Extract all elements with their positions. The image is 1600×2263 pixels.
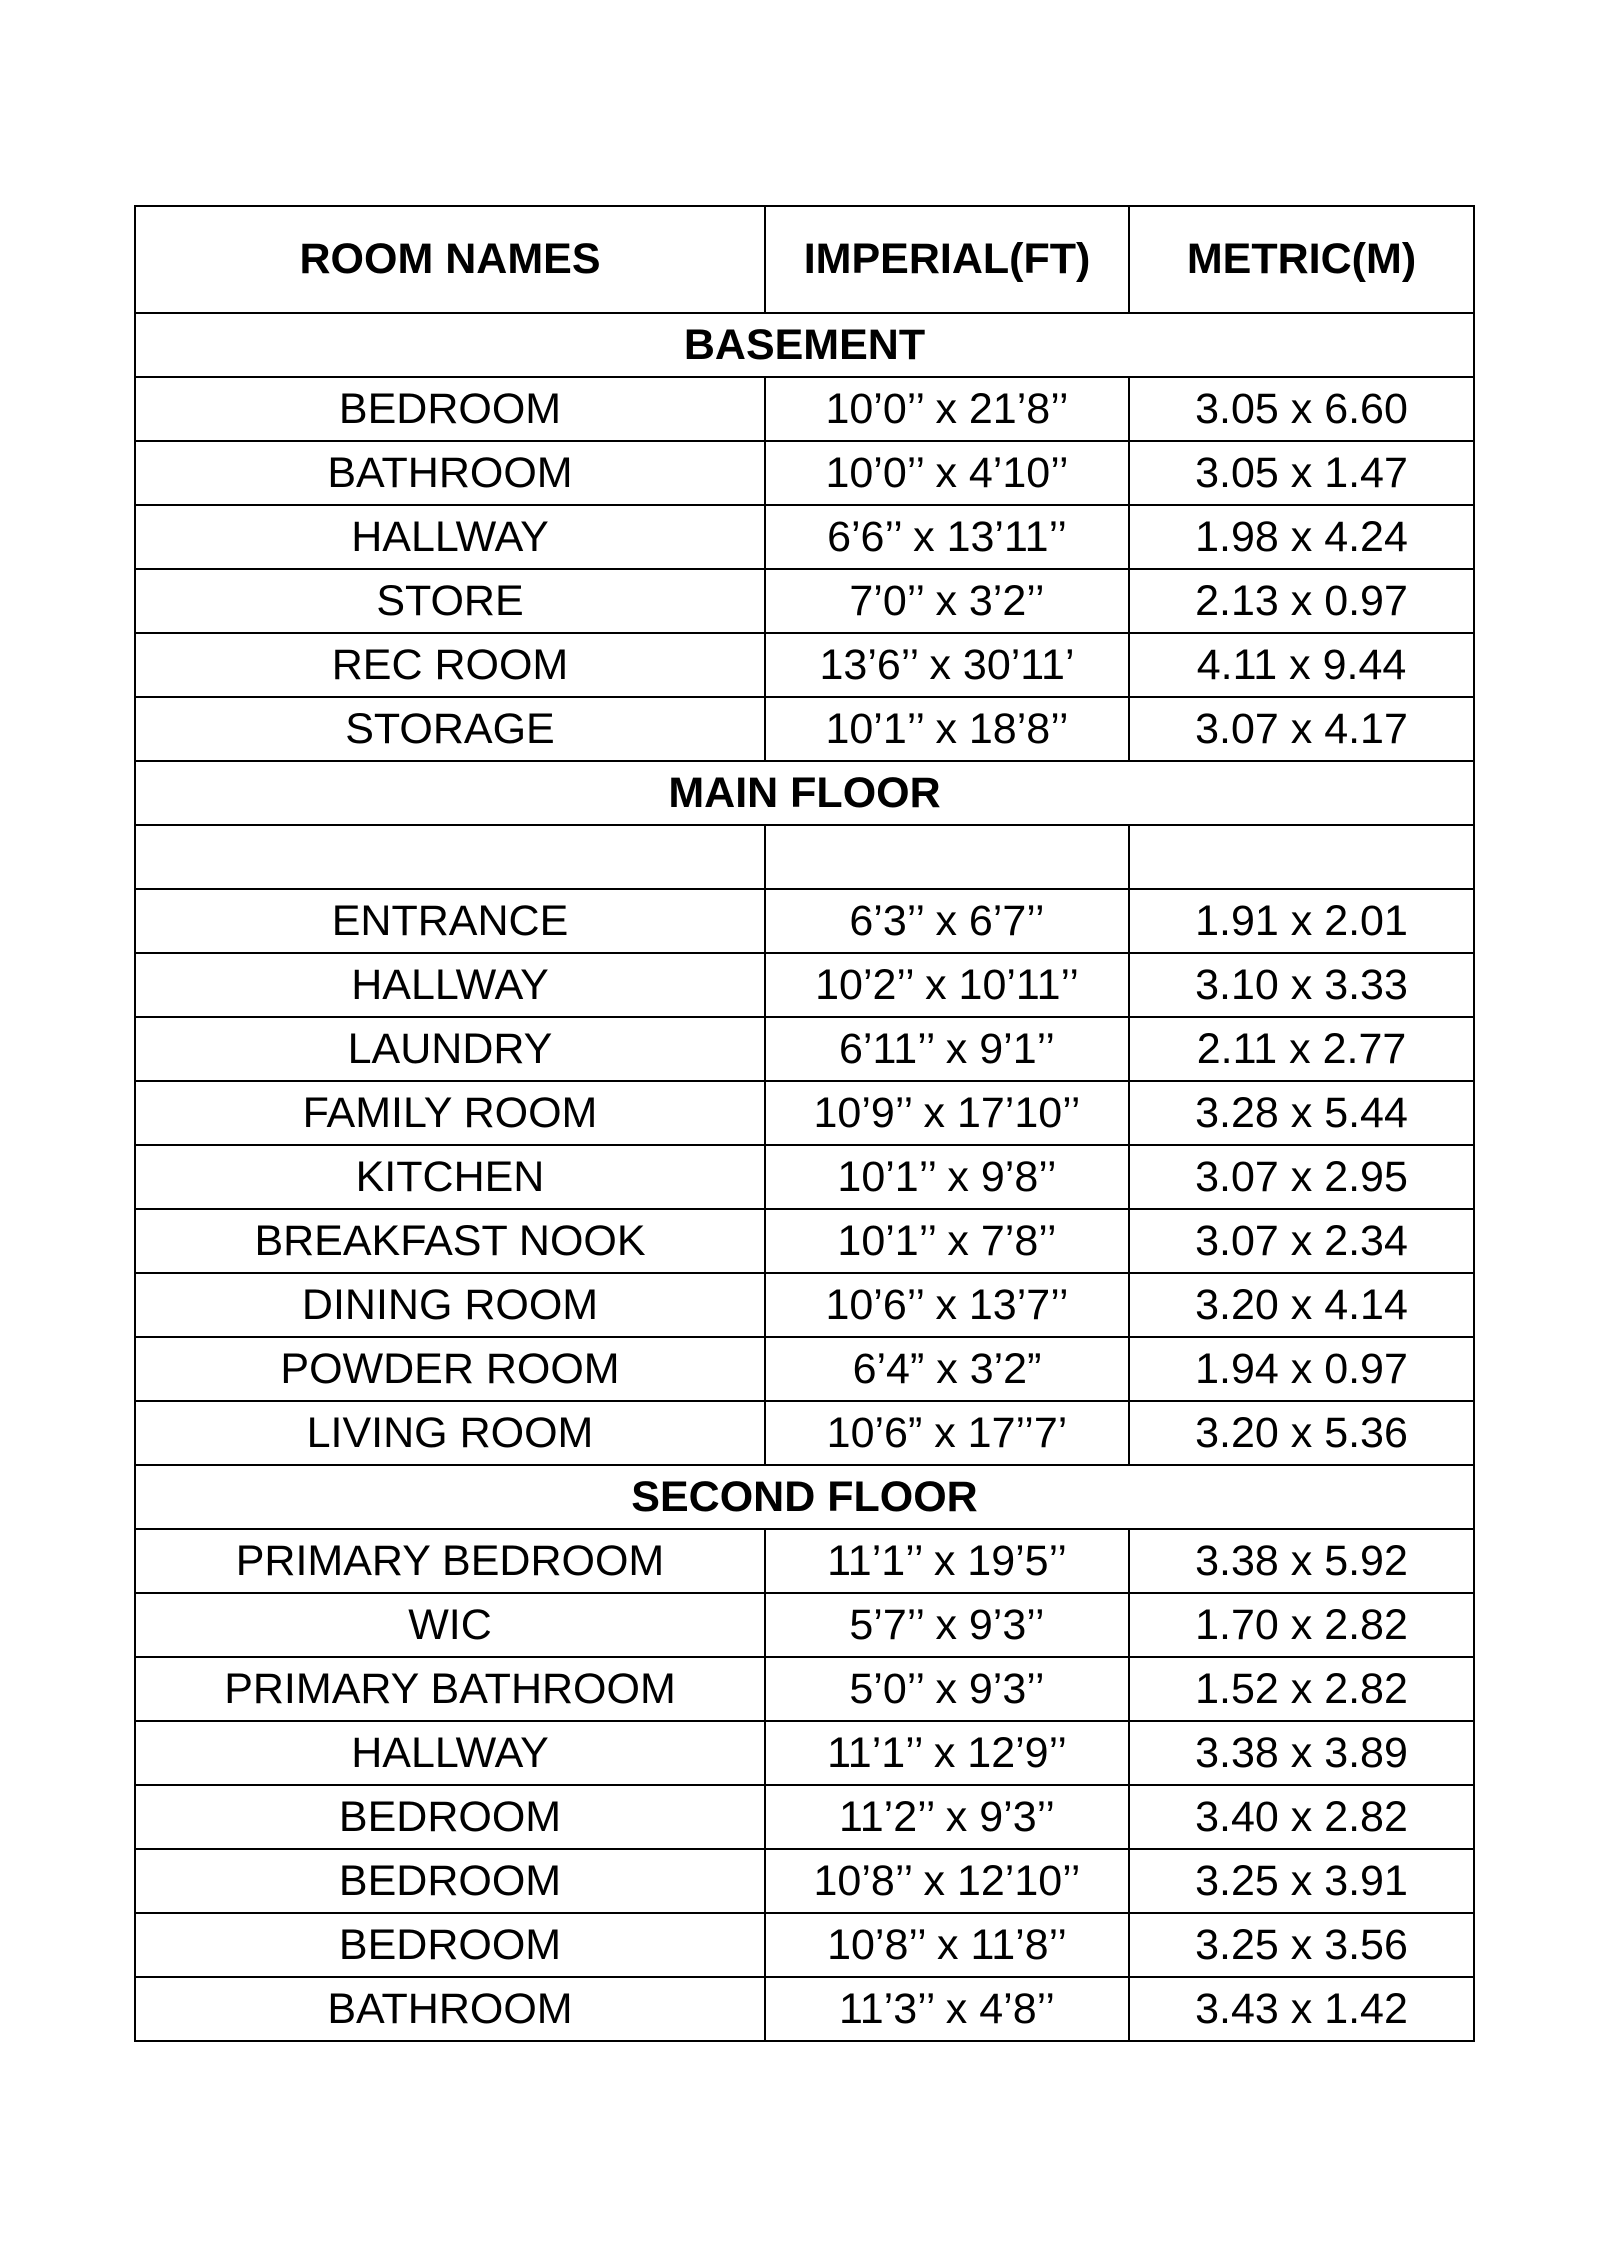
section-row <box>135 1465 1474 1529</box>
metric-dimension: 1.98 x 4.24 <box>1129 505 1474 569</box>
imperial-dimension: 6’4” x 3’2” <box>765 1337 1129 1401</box>
table-row <box>135 1529 1474 1593</box>
metric-dimension: 3.05 x 1.47 <box>1129 441 1474 505</box>
imperial-dimension: 7’0’’ x 3’2’’ <box>765 569 1129 633</box>
metric-dimension: 3.25 x 3.56 <box>1129 1913 1474 1977</box>
metric-dimension: 3.28 x 5.44 <box>1129 1081 1474 1145</box>
room-name: BEDROOM <box>135 1849 765 1913</box>
table-row <box>135 1209 1474 1273</box>
room-dimensions-table <box>134 205 1475 2042</box>
table-row <box>135 1017 1474 1081</box>
imperial-dimension: 10’6” x 17’’7’ <box>765 1401 1129 1465</box>
room-name: BEDROOM <box>135 1785 765 1849</box>
table-row <box>135 953 1474 1017</box>
room-name: STORE <box>135 569 765 633</box>
table-row <box>135 1593 1474 1657</box>
imperial-dimension: 10’1’’ x 18’8’’ <box>765 697 1129 761</box>
room-name: BATHROOM <box>135 1977 765 2041</box>
imperial-dimension: 10’6’’ x 13’7’’ <box>765 1273 1129 1337</box>
metric-dimension: 3.07 x 2.95 <box>1129 1145 1474 1209</box>
metric-dimension: 3.38 x 3.89 <box>1129 1721 1474 1785</box>
metric-dimension: 3.20 x 5.36 <box>1129 1401 1474 1465</box>
section-row <box>135 761 1474 825</box>
imperial-dimension: 5’0’’ x 9’3’’ <box>765 1657 1129 1721</box>
room-name: STORAGE <box>135 697 765 761</box>
table-body <box>135 313 1474 2041</box>
imperial-dimension: 5’7’’ x 9’3’’ <box>765 1593 1129 1657</box>
metric-dimension: 1.70 x 2.82 <box>1129 1593 1474 1657</box>
table-row <box>135 697 1474 761</box>
table-row <box>135 889 1474 953</box>
room-name: HALLWAY <box>135 953 765 1017</box>
table-row <box>135 1785 1474 1849</box>
room-name: HALLWAY <box>135 505 765 569</box>
table-row <box>135 1081 1474 1145</box>
section-row <box>135 313 1474 377</box>
imperial-dimension: 10’8’’ x 12’10’’ <box>765 1849 1129 1913</box>
imperial-dimension: 11’1’’ x 12’9’’ <box>765 1721 1129 1785</box>
table-row <box>135 1273 1474 1337</box>
section-title: MAIN FLOOR <box>135 761 1474 825</box>
blank-cell <box>765 825 1129 889</box>
metric-dimension: 3.07 x 4.17 <box>1129 697 1474 761</box>
imperial-dimension: 10’8’’ x 11’8’’ <box>765 1913 1129 1977</box>
room-name: DINING ROOM <box>135 1273 765 1337</box>
room-name: HALLWAY <box>135 1721 765 1785</box>
room-name: WIC <box>135 1593 765 1657</box>
room-name: POWDER ROOM <box>135 1337 765 1401</box>
imperial-dimension: 11’1’’ x 19’5’’ <box>765 1529 1129 1593</box>
table-row <box>135 441 1474 505</box>
table-row <box>135 1337 1474 1401</box>
header-imperial: IMPERIAL(FT) <box>765 206 1129 313</box>
room-name: ENTRANCE <box>135 889 765 953</box>
room-name: BEDROOM <box>135 1913 765 1977</box>
metric-dimension: 3.20 x 4.14 <box>1129 1273 1474 1337</box>
imperial-dimension: 10’1’’ x 9’8’’ <box>765 1145 1129 1209</box>
header-room-names: ROOM NAMES <box>135 206 765 313</box>
imperial-dimension: 6’3’’ x 6’7’’ <box>765 889 1129 953</box>
header-metric: METRIC(M) <box>1129 206 1474 313</box>
metric-dimension: 3.43 x 1.42 <box>1129 1977 1474 2041</box>
imperial-dimension: 10’1’’ x 7’8’’ <box>765 1209 1129 1273</box>
table-row <box>135 1145 1474 1209</box>
section-title: BASEMENT <box>135 313 1474 377</box>
metric-dimension: 3.07 x 2.34 <box>1129 1209 1474 1273</box>
metric-dimension: 2.13 x 0.97 <box>1129 569 1474 633</box>
blank-row <box>135 825 1474 889</box>
imperial-dimension: 11’3’’ x 4’8’’ <box>765 1977 1129 2041</box>
imperial-dimension: 6’11’’ x 9’1’’ <box>765 1017 1129 1081</box>
metric-dimension: 2.11 x 2.77 <box>1129 1017 1474 1081</box>
table-row <box>135 505 1474 569</box>
header-row <box>135 206 1474 313</box>
room-name: BATHROOM <box>135 441 765 505</box>
imperial-dimension: 6’6’’ x 13’11’’ <box>765 505 1129 569</box>
metric-dimension: 1.94 x 0.97 <box>1129 1337 1474 1401</box>
room-name: BREAKFAST NOOK <box>135 1209 765 1273</box>
table-row <box>135 569 1474 633</box>
room-name: KITCHEN <box>135 1145 765 1209</box>
metric-dimension: 3.05 x 6.60 <box>1129 377 1474 441</box>
table-row <box>135 377 1474 441</box>
imperial-dimension: 11’2’’ x 9’3’’ <box>765 1785 1129 1849</box>
room-name: REC ROOM <box>135 633 765 697</box>
imperial-dimension: 10’0’’ x 21’8’’ <box>765 377 1129 441</box>
table-row <box>135 1721 1474 1785</box>
table-row <box>135 1913 1474 1977</box>
blank-cell <box>1129 825 1474 889</box>
table-row <box>135 1657 1474 1721</box>
table-row <box>135 633 1474 697</box>
table-row <box>135 1849 1474 1913</box>
imperial-dimension: 13’6’’ x 30’11’ <box>765 633 1129 697</box>
room-name: FAMILY ROOM <box>135 1081 765 1145</box>
blank-cell <box>135 825 765 889</box>
room-name: PRIMARY BATHROOM <box>135 1657 765 1721</box>
room-name: BEDROOM <box>135 377 765 441</box>
table-row <box>135 1977 1474 2041</box>
metric-dimension: 3.40 x 2.82 <box>1129 1785 1474 1849</box>
metric-dimension: 1.91 x 2.01 <box>1129 889 1474 953</box>
room-name: LAUNDRY <box>135 1017 765 1081</box>
imperial-dimension: 10’2’’ x 10’11’’ <box>765 953 1129 1017</box>
room-name: PRIMARY BEDROOM <box>135 1529 765 1593</box>
metric-dimension: 1.52 x 2.82 <box>1129 1657 1474 1721</box>
imperial-dimension: 10’0’’ x 4’10’’ <box>765 441 1129 505</box>
table-row <box>135 1401 1474 1465</box>
metric-dimension: 3.10 x 3.33 <box>1129 953 1474 1017</box>
metric-dimension: 3.25 x 3.91 <box>1129 1849 1474 1913</box>
imperial-dimension: 10’9’’ x 17’10’’ <box>765 1081 1129 1145</box>
section-title: SECOND FLOOR <box>135 1465 1474 1529</box>
metric-dimension: 4.11 x 9.44 <box>1129 633 1474 697</box>
metric-dimension: 3.38 x 5.92 <box>1129 1529 1474 1593</box>
room-name: LIVING ROOM <box>135 1401 765 1465</box>
